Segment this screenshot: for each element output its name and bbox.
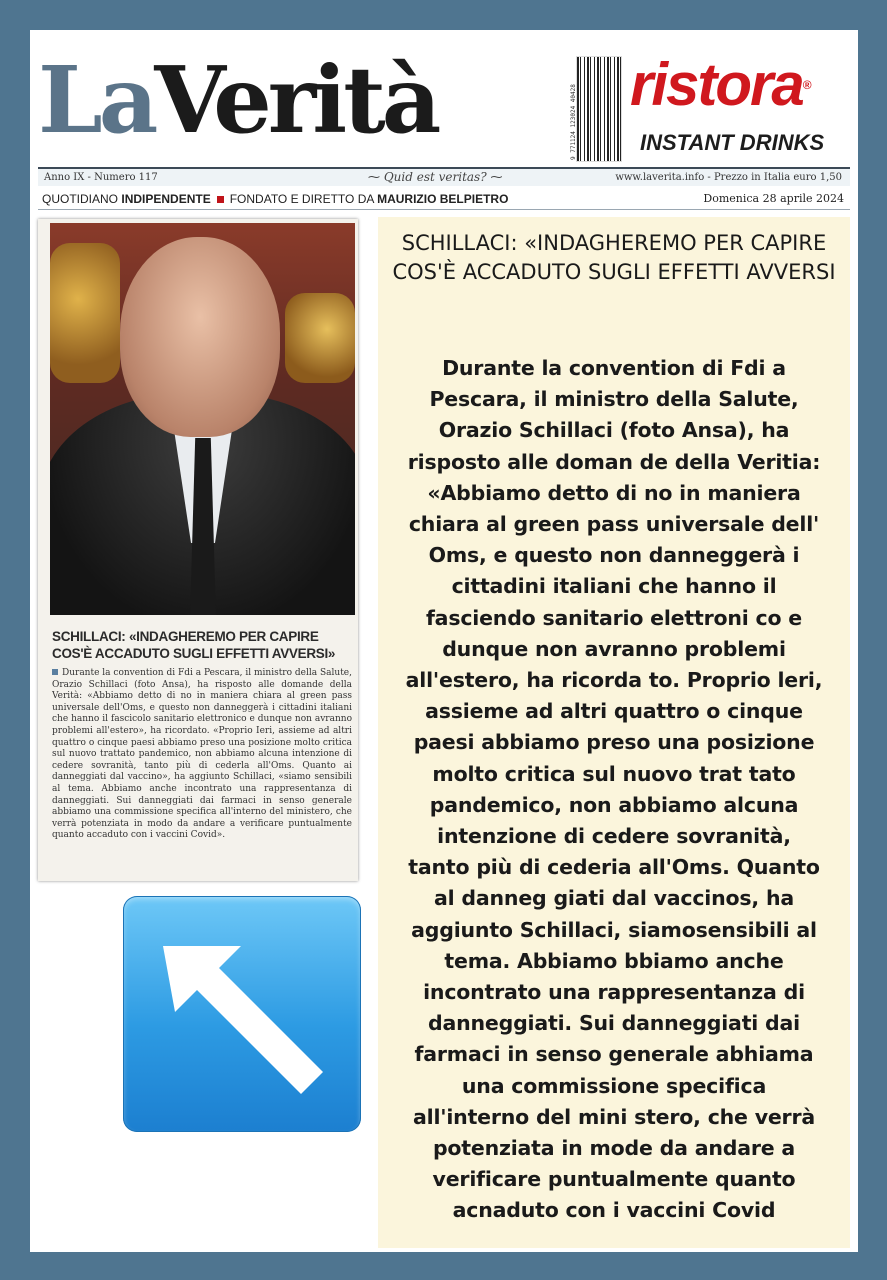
panel-body-line: paesi abbiamo preso una posizione [413, 730, 815, 755]
panel-body-line: risposto alle doman de della Veritia: [407, 449, 821, 474]
panel-body-line: cittadini italiani che hanno il [451, 574, 777, 599]
arrow-glyph [123, 896, 361, 1132]
ad-brand-logo [630, 52, 856, 118]
panel-body-line: aggiunto Schillaci, siamosensibili al [411, 917, 817, 942]
site-and-price: www.laverita.info - Prezzo in Italia euro 1,50 [615, 172, 842, 183]
motto [368, 169, 502, 186]
bullet-square-icon [52, 669, 58, 675]
panel-body-line: potenziata in mode da andare a [432, 1136, 796, 1161]
ad-brand-name: ristora [630, 51, 803, 118]
newspaper-logo [38, 46, 438, 154]
masthead-info-strip [38, 167, 850, 186]
logo-verita: Verità [154, 46, 438, 154]
panel-body-line: pandemico, non abbiamo alcuna [429, 792, 799, 817]
panel-body-line: tanto più di cederia all'Oms. Quanto [408, 855, 820, 880]
transcription-panel [378, 217, 850, 1248]
red-square-icon [217, 196, 224, 203]
ad-tagline: INSTANT DRINKS [640, 130, 825, 155]
panel-body-line: una commissione specifica [461, 1073, 767, 1098]
panel-headline: SCHILLACI: «INDAGHEREMO PER CAPIRE COS'È ACCADUTO SUGLI EFFETTI AVVERSI [392, 231, 836, 284]
panel-body-line: all'estero, ha ricorda to. Proprio leri, [405, 668, 823, 693]
motto-text: Quid est veritas? [383, 170, 487, 184]
panel-body-line: acnaduto con i vaccini Covid [452, 1198, 776, 1223]
panel-body-line: danneggiati. Sui danneggiati dai [428, 1011, 800, 1036]
barcode-number: 9 771124 123024 40428 [570, 84, 577, 160]
masthead-subline [38, 191, 850, 210]
minister-photo [50, 223, 355, 615]
sub-director: MAURIZIO BELPIETRO [377, 192, 509, 206]
up-left-arrow-icon [123, 896, 361, 1132]
panel-body-line: Oms, e questo non danneggerà i [428, 543, 800, 568]
article-clipping [38, 219, 358, 881]
photo-chair-right [285, 293, 355, 383]
panel-body-line: farmaci in senso generale abhiama [414, 1042, 814, 1067]
panel-body-line: al danneg giati dal vaccinos, ha [434, 886, 794, 911]
panel-body-line: Orazio Schillaci (foto Ansa), ha [438, 418, 790, 443]
photo-chair-left [50, 243, 120, 383]
registered-mark-icon: ® [802, 78, 812, 92]
logo-la: La [38, 46, 155, 154]
founder-line [42, 191, 508, 207]
panel-body-line: Pescara, il ministro della Salute, [429, 387, 799, 412]
issue-number: Anno IX - Numero 117 [44, 172, 158, 183]
photo-head [120, 237, 280, 437]
panel-body-line: verificare puntualmente quanto [432, 1167, 796, 1192]
panel-body-line: incontrato una rappresentanza di [423, 980, 805, 1005]
clipping-title: SCHILLACI: «INDAGHEREMO PER CAPIRE COS'È ACCADUTO SUGLI EFFETTI AVVERSI» [52, 629, 336, 661]
panel-body-line: molto critica sul nuovo trat tato [432, 761, 796, 786]
panel-body-line: dunque non avranno problemi [442, 636, 786, 661]
barcode [576, 56, 622, 162]
sub-indipendente: INDIPENDENTE [121, 192, 211, 206]
flourish-left-icon: ⁓ [368, 170, 384, 184]
clipping-body [52, 668, 352, 876]
panel-body-line: Durante la convention di Fdi a [442, 356, 786, 380]
clipping-body-text: Durante la convention di Fdi a Pescara, il ministro della Salute, Orazio Schillaci (foto Ansa), ha risposto alle domande della Verità: «Abbiamo detto di no in maniera chiara al green pass universale dell'Oms, e questo non danneggerà i cittadini italiani che hanno il fascicolo sanitario elettronico e dunque non avranno problemi all'estero», ha ricordato. «Proprio Ieri, assieme ad altri quattro o cinque paesi abbiamo preso una posizione molto critica sul nuovo trattato pandemico, non abbiamo alcuna intenzione di cedere sovranità, tanto più di cederla all'Oms. Quanto ai danneggiati dal vaccino», ha aggiunto Schillaci, «siamo sensibili al tema. Abbiamo anche incontrato una rappresentanza di danneggiati. Sui danneggiati dai farmaci in senso generale abbiamo una commissione specifica all'interno del ministero, che verrà potenziata in modo da andare a verificare puntualmente quanto accaduto con i vaccini Covid». [52, 668, 352, 841]
sub-quotidiano: QUOTIDIANO [42, 192, 119, 206]
panel-body-line: tema. Abbiamo bbiamo anche [444, 948, 784, 973]
panel-body-line: chiara al green pass universale dell' [408, 512, 820, 537]
panel-body-line: intenzione di cedere sovranità, [437, 824, 791, 849]
issue-date: Domenica 28 aprile 2024 [703, 192, 844, 205]
panel-body [382, 353, 846, 1227]
sub-fondato: FONDATO E DIRETTO DA [229, 192, 374, 206]
panel-body-line: «Abbiamo detto di no in maniera [427, 480, 801, 505]
panel-body-line: fasciendo sanitario elettroni co e [425, 605, 803, 630]
panel-body-line: assieme ad altri quattro o cinque [425, 699, 803, 724]
panel-body-line: all'interno del mini stero, che verrà [412, 1104, 816, 1129]
flourish-right-icon: ⁓ [486, 170, 503, 184]
newspaper-page [30, 30, 858, 1252]
